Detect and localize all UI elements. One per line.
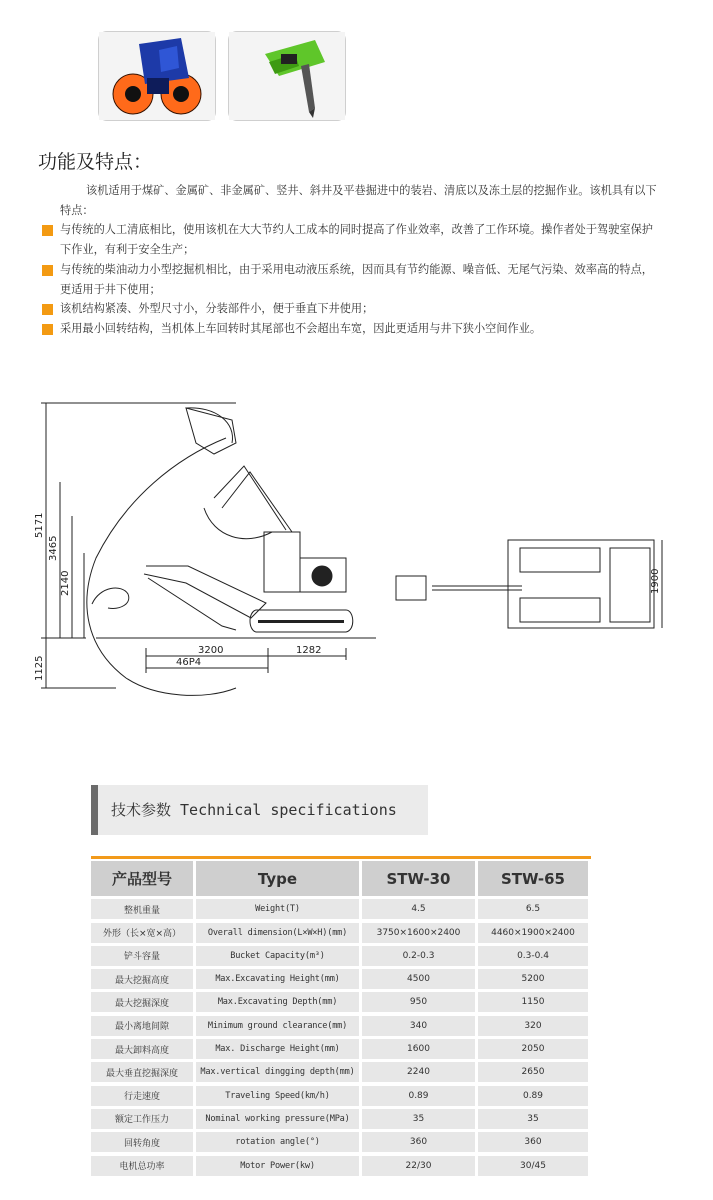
table-cell: 4500 bbox=[362, 969, 475, 989]
table-row bbox=[91, 1039, 591, 1059]
table-row bbox=[91, 899, 591, 919]
table-top-line bbox=[91, 856, 591, 859]
table-cell: 最大垂直挖掘深度 bbox=[91, 1062, 193, 1082]
column-header: STW-30 bbox=[362, 861, 475, 896]
dim-1282: 1282 bbox=[296, 645, 322, 656]
table-cell: 35 bbox=[478, 1109, 588, 1129]
table-cell: 行走速度 bbox=[91, 1086, 193, 1106]
table-cell: Max. Discharge Height(mm) bbox=[196, 1039, 359, 1059]
dim-3200: 3200 bbox=[198, 645, 224, 656]
features-title: 功能及特点： bbox=[38, 151, 153, 173]
feature-item bbox=[42, 220, 662, 260]
dim-4674: 46P4 bbox=[176, 657, 202, 668]
table-cell: 360 bbox=[478, 1132, 588, 1152]
orange-square-bullet-icon bbox=[42, 304, 53, 315]
table-row bbox=[91, 1062, 591, 1082]
table-cell: Motor Power(kw) bbox=[196, 1156, 359, 1176]
table-cell: Weight(T) bbox=[196, 899, 359, 919]
table-header-row bbox=[91, 861, 591, 896]
orange-square-bullet-icon bbox=[42, 265, 53, 276]
table-cell: 铲斗容量 bbox=[91, 946, 193, 966]
table-row bbox=[91, 1016, 591, 1036]
feature-item bbox=[42, 319, 662, 339]
table-cell: 0.3-0.4 bbox=[478, 946, 588, 966]
feature-text: 该机结构紧凑、外型尺寸小，分装部件小，便于垂直下井使用； bbox=[60, 302, 374, 315]
table-row bbox=[91, 992, 591, 1012]
feature-text: 与传统的柴油动力小型挖掘机相比，由于采用电动液压系统，因而具有节约能源、噪音低、无尾气污染、效率高的特点，更适用于井下使用； bbox=[60, 263, 653, 296]
table-row bbox=[91, 1156, 591, 1176]
header-accent-bar bbox=[91, 785, 98, 835]
specs-section-header bbox=[91, 785, 428, 835]
table-cell: 电机总功率 bbox=[91, 1156, 193, 1176]
table-cell: 1600 bbox=[362, 1039, 475, 1059]
table-cell: 0.89 bbox=[478, 1086, 588, 1106]
table-cell: 额定工作压力 bbox=[91, 1109, 193, 1129]
table-cell: 30/45 bbox=[478, 1156, 588, 1176]
table-cell: Overall dimension(L×W×H)(mm) bbox=[196, 923, 359, 943]
dim-1900: 1900 bbox=[650, 568, 661, 594]
excavator-dimension-drawing bbox=[36, 398, 676, 698]
table-cell: Traveling Speed(km/h) bbox=[196, 1086, 359, 1106]
table-cell: Max.vertical dingging depth(mm) bbox=[196, 1062, 359, 1082]
table-cell: 340 bbox=[362, 1016, 475, 1036]
table-row bbox=[91, 946, 591, 966]
table-row bbox=[91, 1132, 591, 1152]
orange-square-bullet-icon bbox=[42, 225, 53, 236]
feature-item bbox=[42, 260, 662, 300]
features-intro: 该机适用于煤矿、金属矿、非金属矿、竖井、斜井及平巷掘进中的装岩、清底以及冻土层的挖掘作业。该机具有以下特点： bbox=[60, 184, 657, 217]
dim-1125: 1125 bbox=[34, 655, 45, 681]
table-cell: 2650 bbox=[478, 1062, 588, 1082]
dim-2140: 2140 bbox=[60, 570, 71, 596]
table-cell: 360 bbox=[362, 1132, 475, 1152]
table-cell: 5200 bbox=[478, 969, 588, 989]
table-cell: 320 bbox=[478, 1016, 588, 1036]
feature-text: 与传统的人工清底相比，使用该机在大大节约人工成本的同时提高了作业效率，改善了工作环境。操作者处于驾驶室保护下作业，有利于安全生产； bbox=[60, 223, 653, 256]
table-cell: 整机重量 bbox=[91, 899, 193, 919]
table-cell: 最小离地间隙 bbox=[91, 1016, 193, 1036]
table-cell: Minimum ground clearance(mm) bbox=[196, 1016, 359, 1036]
table-cell: 0.89 bbox=[362, 1086, 475, 1106]
spec-table bbox=[91, 856, 591, 1176]
table-cell: Nominal working pressure(MPa) bbox=[196, 1109, 359, 1129]
column-header: STW-65 bbox=[478, 861, 588, 896]
table-cell: 回转角度 bbox=[91, 1132, 193, 1152]
table-cell: 2050 bbox=[478, 1039, 588, 1059]
table-row bbox=[91, 969, 591, 989]
orange-square-bullet-icon bbox=[42, 324, 53, 335]
feature-item bbox=[42, 299, 662, 319]
table-row bbox=[91, 1109, 591, 1129]
dim-3465: 3465 bbox=[48, 535, 59, 561]
table-row bbox=[91, 1086, 591, 1106]
dim-5171: 5171 bbox=[34, 512, 45, 538]
specs-title: 技术参数 Technical specifications bbox=[111, 801, 397, 819]
product-image-milling-head bbox=[98, 31, 216, 121]
feature-text: 采用最小回转结构，当机体上车回转时其尾部也不会超出车宽，因此更适用与井下狭小空间作业。 bbox=[60, 322, 542, 335]
table-cell: 最大挖掘高度 bbox=[91, 969, 193, 989]
table-cell: Max.Excavating Depth(mm) bbox=[196, 992, 359, 1012]
table-cell: 1150 bbox=[478, 992, 588, 1012]
table-cell: 22/30 bbox=[362, 1156, 475, 1176]
table-cell: 4460×1900×2400 bbox=[478, 923, 588, 943]
table-row bbox=[91, 923, 591, 943]
table-cell: 4.5 bbox=[362, 899, 475, 919]
table-cell: 3750×1600×2400 bbox=[362, 923, 475, 943]
table-cell: 最大挖掘深度 bbox=[91, 992, 193, 1012]
table-cell: 6.5 bbox=[478, 899, 588, 919]
table-cell: rotation angle(°) bbox=[196, 1132, 359, 1152]
product-image-hydraulic-breaker bbox=[228, 31, 346, 121]
table-cell: 35 bbox=[362, 1109, 475, 1129]
table-cell: 最大卸料高度 bbox=[91, 1039, 193, 1059]
table-cell: 外形（长×宽×高） bbox=[91, 923, 193, 943]
column-header: Type bbox=[196, 861, 359, 896]
column-header: 产品型号 bbox=[91, 861, 193, 896]
table-cell: 2240 bbox=[362, 1062, 475, 1082]
table-cell: Bucket Capacity(m³) bbox=[196, 946, 359, 966]
table-cell: 0.2-0.3 bbox=[362, 946, 475, 966]
table-cell: Max.Excavating Height(mm) bbox=[196, 969, 359, 989]
table-cell: 950 bbox=[362, 992, 475, 1012]
